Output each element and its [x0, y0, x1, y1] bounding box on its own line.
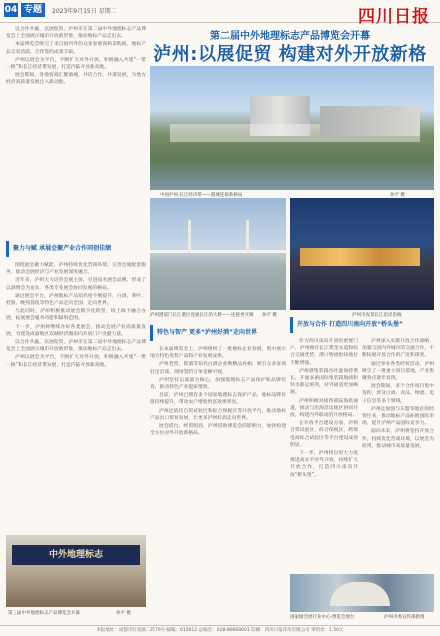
- bridge-credit: 孙平 摄: [262, 313, 277, 318]
- bridge-photo: [150, 198, 286, 310]
- expo-credit: 孙平 摄: [116, 611, 131, 616]
- subhead-2: 特色与智产 更多“泸州好酒”走向世界: [150, 324, 286, 342]
- page-footer: 本报地址：成都市红星路二段70号 邮编：610012 总编室：028-86968001 印刷：四川日报印务有限公司 零售价：1.50元: [0, 625, 440, 636]
- venue-dome: [330, 582, 390, 606]
- headline: 泸州:以展促贸 构建对外开放新格: [153, 44, 427, 65]
- hero-credit: 孙平 摄: [390, 193, 405, 198]
- night-caption: 泸州市夜景长江沿岸沿线: [352, 313, 402, 318]
- subhead-1: 聚力与赋 承展会聚产业合作同创佳绩: [6, 240, 146, 258]
- venue-caption: 国家级会展行业中心·博览会展台: [290, 615, 355, 620]
- skyline: [320, 106, 420, 136]
- expo-photo: [6, 535, 146, 607]
- masthead-logo: 四川日报: [358, 7, 430, 27]
- subhead-bar: [6, 241, 9, 257]
- bridge-tower: [188, 220, 191, 252]
- page-header: [0, 0, 440, 27]
- subhead-bar: [150, 325, 153, 341]
- hero-caption: 中国泸州·长江经济带——港城连接新格局: [160, 193, 243, 198]
- city-lights: [300, 248, 420, 266]
- expo-banner: 中外地理标志: [12, 545, 140, 565]
- body-column-1: 以合作共赢，以展促贸，泸州市在第二届中外地理标志产品博览会上全面展示城市开放新形象，推动地标产品走出去。 本届博览会吸引了来自国内外的众多参展商和采购商，地标产品交易活跃，合作签约成果丰硕。 泸州以展会为平台，不断扩大对外开放，积极融入共建“一带一路”和长江经济带发展，打造内陆开放新高地。 展会期间，各地客商汇聚酒城，共话合作、共谋发展，为地方经济高质量发展注入新动能。: [6, 27, 146, 86]
- body-column-1b: 围绕展会聚力赋能，泸州持续优化营商环境，完善会展配套服务，推动会展经济与产业发展深度融合。 近年来，泸州大力培育会展主体，引进知名展会品牌，形成了以酒博会为龙头、各类专业展会协同发展的格局。 通过展会平台，泸州地标产品知名度不断提升，白酒、茶叶、桂圆、晚熟荔枝等特色产品走向全国、走向世界。 与此同时，泸州积极推动展会数字化转型，线上线下融合办展，拓展展会服务功能和辐射范围。 下一步，泸州将继续办好各类展会，推动会展产业高质量发展，为建设成渝地区双城经济圈南向开放门户贡献力量。 以合作共赢，以展促贸，泸州市在第二届中外地理标志产品博览会上全面展示城市开放新形象，推动地标产品走出去。 泸州以展会为平台，不断扩大对外开放，积极融入共建“一带一路”和长江经济带发展，打造内陆开放新高地。: [6, 263, 146, 368]
- dateline: 2023年9月15日 星期二: [52, 8, 117, 15]
- body-column-2: 在本届博览会上，泸州组织了一批地标企业参展，集中展示地方特色优势产品和产业发展成果。 泸州老窖、郎酒等知名白酒企业携精品亮相，吸引众多客商驻足洽谈，现场签约订单金额可观。 泸州坚持以质量为核心，加强地理标志产品保护和品牌培育，推动特色产业提质增效。 目前，泸州已拥有多个国家地理标志保护产品，地标品牌价值持续提升，带动农户增收致富效果明显。 泸州还依托自贸试验区和综合保税区等开放平台，推动地标产品出口贸易发展，让更多泸州好酒走向世界。 展会搭台、经贸唱戏，泸州借助博览会的影响力，加快构建全方位对外开放新格局。: [150, 347, 286, 437]
- page-number: 04: [4, 5, 18, 15]
- body-column-3: 作为四川南向开放的重要门户，泸州拥有长江黄金水道和综合交通优势，港口物流枢纽地位不断增强。 泸州港集装箱吞吐量保持增长，开通多条国际集装箱航线和铁水联运班列，对外通道更加畅通。 泸州积极对接西部陆海新通道，推动与沿海沿边地区协同开放，构建内外联动的开放格局。 在开放平台建设方面，泸州自贸试验区、综合保税区、跨境电商综合试验区等平台建设成效明显。 下一步，泸州将以更大力度推进高水平对外开放，持续扩大开放合作，打造四川南向开放“桥头堡”。: [290, 339, 358, 478]
- venue-credit: 泸州市委宣传部供图: [384, 615, 425, 620]
- subhead-bar: [290, 317, 293, 333]
- section-tag: 专题: [21, 3, 45, 17]
- body-column-4: 泸州深入实施开放合作战略，加强与国内外城市的交流合作，不断拓展开放合作的广度和深度。 通过举办各类经贸活动，泸州吸引了一批重大项目落地，产业集聚效应逐步显现。 展会期间，多个合作项目集中签约，涉及白酒、食品、物流、电子信息等多个领域。 泸州还加强与东盟等地区的经贸往来，推动地标产品拓展国际市场，提升泸州产品国际竞争力。 面向未来，泸州将坚持开放合作，持续优化营商环境，以展会为纽带，推动城市高质量发展。: [362, 339, 434, 449]
- kicker: 第二届中外地理标志产品博览会开幕: [210, 31, 370, 42]
- bridge-deck: [150, 250, 286, 253]
- bridge-tower: [246, 220, 249, 252]
- bridge-caption: 泸州港前门长江港区连通长江的大桥——连接更开阔: [150, 313, 254, 318]
- subhead-3: 开放与合作 打造四川南向开放“桥头堡”: [290, 316, 434, 334]
- venue-photo: [290, 574, 434, 612]
- expo-caption: 第三届中外地理标志产品博览会开幕: [8, 611, 80, 616]
- night-photo: [290, 198, 434, 310]
- hero-photo: [150, 66, 434, 190]
